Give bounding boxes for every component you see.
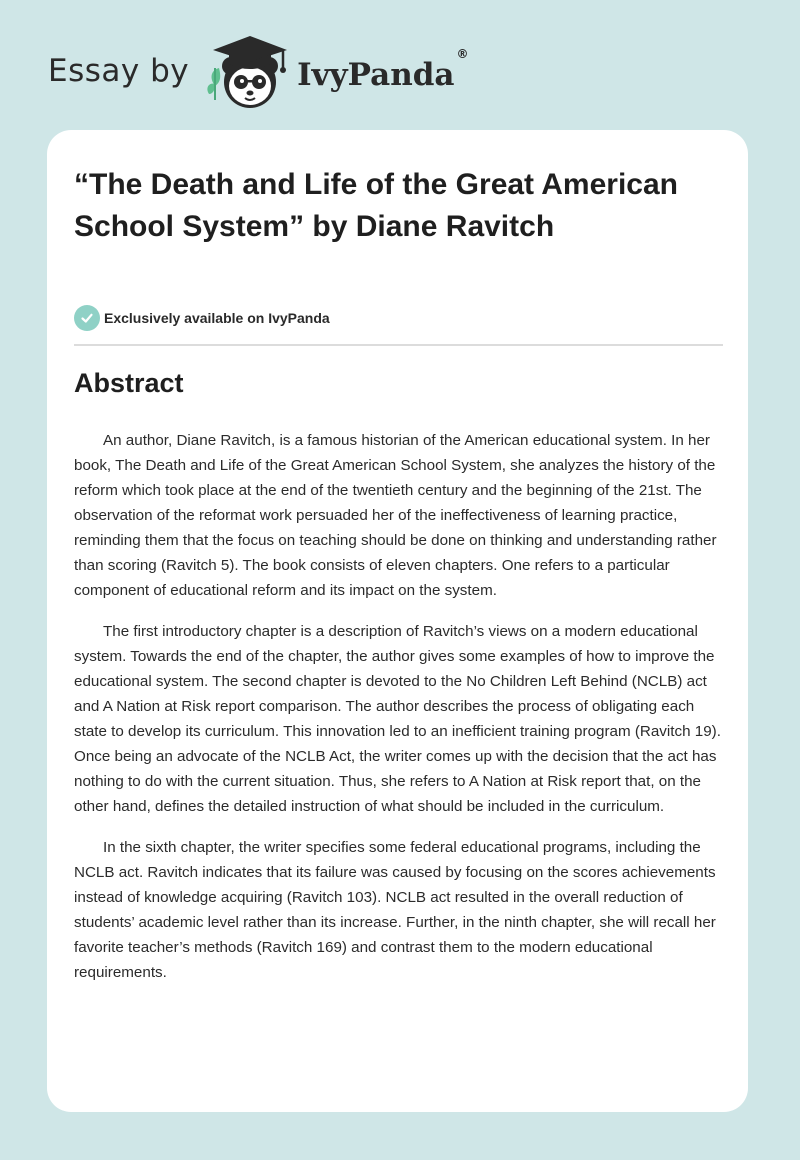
registered-mark: ® (456, 47, 469, 61)
paragraph-3: In the sixth chapter, the writer specifies some federal educational programs, including the NCLB act. Ravitch indicates that its failure was caused by focusing on the scores achievements instead of knowledge acquiring (Ravitch 103). NCLB act resulted in the overall reduction of students’ academic level rather than its increase. Further, in the ninth chapter, she will recall her favorite teacher’s methods (Ravitch 169) and contrast them to the modern educational requirements. (74, 839, 716, 981)
divider (74, 344, 723, 346)
brand-prefix: Essay by (48, 53, 190, 89)
essay-title: “The Death and Life of the Great American School System” by Diane Ravitch (74, 168, 678, 243)
check-circle-icon (74, 305, 100, 331)
panda-logo-icon[interactable] (201, 28, 297, 112)
section-heading: Abstract (74, 368, 184, 398)
leaf-icon (207, 68, 220, 100)
paragraph-2: The first introductory chapter is a description of Ravitch’s views on a modern educational system. Towards the end of the chapter, the author gives some examples of how to improve the educational system. The second chapter is devoted to the No Children Left Behind (NCLB) act and A Nation at Risk report comparison. The author describes the process of obligating each state to develop its curriculum. This innovation led to an inefficient training program (Ravitch 19). Once being an advocate of the NCLB Act, the writer comes up with the decision that the act has nothing to do with the current situation. Thus, she refers to A Nation at Risk report that, on the other hand, defines the detailed instruction of what should be included in the curriculum. (74, 623, 721, 815)
exclusive-badge (74, 305, 330, 331)
paragraph-1: An author, Diane Ravitch, is a famous historian of the American educational system. In her book, The Death and Life of the Great American School System, she analyzes the history of the reform which took place at the end of the twentieth century and the beginning of the 21st. The observation of the reformat work persuaded her of the ineffectiveness of learning practice, reminding them that the focus on teaching should be done on thinking and understanding rather than scoring (Ravitch 5). The book consists of eleven chapters. One refers to a particular component of educational reform and its impact on the system. (74, 432, 717, 599)
site-header (48, 28, 469, 118)
essay-body (74, 428, 726, 1001)
essay-card (47, 130, 748, 1112)
exclusive-label: Exclusively available on IvyPanda (104, 310, 330, 326)
brand-name: IvyPanda® (297, 47, 469, 93)
